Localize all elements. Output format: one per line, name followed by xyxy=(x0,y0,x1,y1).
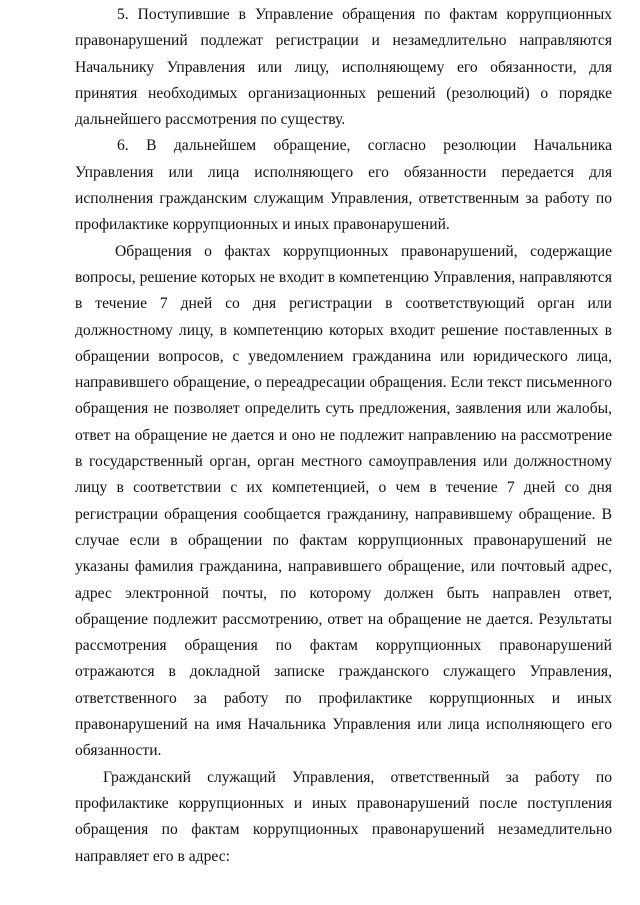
paragraph-complaints-handling: Обращения о фактах коррупционных правонарушений, содержащие вопросы, решение которых не входит в компетенцию Управления, направляются в течение 7 дней со дня регистрации в соответствующий орган или должностному лицу, в компетенцию которых входит решение поставленных в обращении вопросов, с уведомлением гражданина или юридического лица, направившего обращение, о переадресации обращения. Если текст письменного обращения не позволяет определить суть предложения, заявления или жалобы, ответ на обращение не дается и оно не подлежит направлению на рассмотрение в государственный орган, орган местного самоуправления или должностному лицу в соответствии с их компетенцией, о чем в течение 7 дней со дня регистрации обращения сообщается гражданину, направившему обращение. В случае если в обращении по фактам коррупционных правонарушений не указаны фамилия гражданина, направившего обращение, или почтовый адрес, адрес электронной почты, по которому должен быть направлен ответ, обращение подлежит рассмотрению, ответ на обращение не дается. Результаты рассмотрения обращения по фактам коррупционных правонарушений отражаются в докладной записке гражданского служащего Управления, ответственного за работу по профилактике коррупционных и иных правонарушений на имя Начальника Управления или лица исполняющего его обязанности. xyxy=(75,242,612,760)
document-body xyxy=(75,2,612,870)
paragraph-item-5: 5. Поступившие в Управление обращения по фактам коррупционных правонарушений подлежат регистрации и незамедлительно направляются Начальнику Управления или лицу, исполняющему его обязанности, для принятия необходимых организационных решений (резолюций) о порядке дальнейшего рассмотрения по существу. xyxy=(75,6,612,129)
paragraph-item-6: 6. В дальнейшем обращение, согласно резолюции Начальника Управления или лица исполняющего его обязанности передается для исполнения гражданским служащим Управления, ответственным за работу по профилактике коррупционных и иных правонарушений. xyxy=(75,137,612,234)
paragraph-civil-servant-forwarding: Гражданский служащий Управления, ответственный за работу по профилактике коррупционных и иных правонарушений после поступления обращения по фактам коррупционных правонарушений незамедлительно направляет его в адрес: xyxy=(75,768,612,865)
